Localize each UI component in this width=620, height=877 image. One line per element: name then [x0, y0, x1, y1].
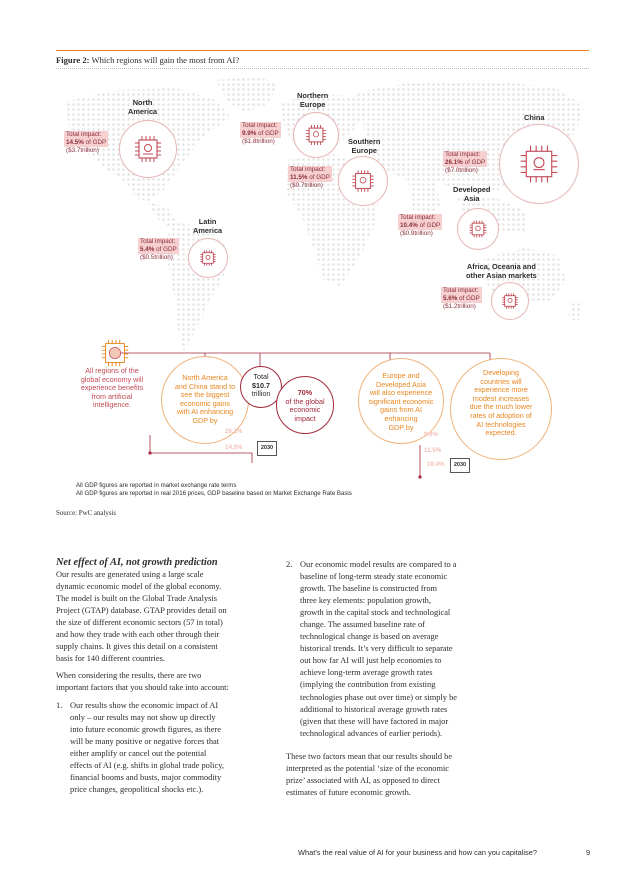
- text-line: historical trends. It’s very difficult to separate: [300, 644, 453, 654]
- impact-value: ($0.7trillion): [290, 182, 323, 189]
- region-name-line: China: [524, 113, 545, 122]
- text-line: prize’ associated with AI, as opposed to direct: [286, 776, 440, 786]
- impact-label: Total impact:: [140, 238, 176, 245]
- region-name-line: America: [193, 226, 223, 235]
- list-number: 2.: [286, 560, 293, 569]
- text-line: change. The assumed baseline rate of: [300, 620, 425, 630]
- impact-suffix: of GDP: [256, 130, 279, 137]
- text-line: additional to historical average growth rates: [300, 704, 448, 714]
- impact-china: [443, 151, 487, 175]
- calendar-year: 2030: [453, 462, 467, 468]
- impact-suffix: of GDP: [154, 246, 177, 253]
- region-name-line: Europe: [351, 146, 377, 155]
- faded-pct: 26.1%: [225, 428, 243, 435]
- text-line: Total: [253, 372, 269, 381]
- ai-chip-icon: [500, 291, 520, 311]
- text-line: intelligence.: [93, 400, 131, 410]
- text-line: see the biggest: [180, 390, 230, 400]
- region-north-america-name: [128, 98, 157, 116]
- impact-label: Total impact:: [445, 151, 481, 158]
- ai-chip-icon: [349, 167, 377, 195]
- text-line: price changes, geopolitical shocks etc.).: [70, 785, 204, 795]
- ai-chip-icon: [198, 248, 218, 268]
- text-line: basis for 140 different countries.: [56, 654, 165, 664]
- impact-pct: 5.6%: [443, 295, 458, 302]
- text-line: Our economic model results are compared to a: [300, 560, 457, 569]
- impact-pct: 9.9%: [242, 130, 257, 137]
- region-southern-europe-name: [348, 137, 380, 155]
- text-line: estimates of future economic growth.: [286, 788, 411, 798]
- chip-circle: [338, 156, 388, 206]
- ai-chip-icon: [515, 140, 563, 188]
- impact-africa-oceania: [441, 287, 482, 311]
- region-latin-america-name: [193, 217, 222, 235]
- calendar-icon: [450, 458, 470, 473]
- impact-pct: 26.1%: [445, 159, 463, 166]
- text-line: GDP by: [388, 422, 414, 432]
- impact-developed-asia: [398, 214, 442, 238]
- text-line: and how they trade with each other through their: [56, 630, 220, 640]
- region-name-line: other Asian markets: [466, 271, 537, 280]
- text-line: Developing: [483, 368, 519, 377]
- text-line: due the much lower: [469, 402, 533, 412]
- paragraph-factors: [56, 670, 276, 694]
- text-line: growth. The baseline is constructed from: [300, 584, 438, 594]
- text-line: expected.: [485, 428, 517, 438]
- total-value: $10.7: [252, 380, 270, 390]
- chip-circle: [293, 112, 339, 158]
- impact-southern-europe: [288, 166, 332, 190]
- text-line: (implying the contribution from existing: [300, 680, 436, 690]
- region-name-line: Asia: [463, 194, 480, 203]
- impact-label: Total impact:: [400, 214, 436, 221]
- text-line: will be many positive or negative forces that: [70, 737, 220, 747]
- text-line: When considering the results, there are two: [56, 671, 202, 680]
- text-line: countries will: [480, 376, 522, 386]
- text-line: The model is built on the Global Trade Analysis: [56, 594, 217, 604]
- text-line: either amplify or cancel out the potential: [70, 749, 207, 759]
- text-line: and China stand to: [174, 381, 236, 391]
- text-line: from artificial: [91, 391, 133, 401]
- text-line: Our results are generated using a large scale: [56, 570, 204, 579]
- chip-circle: [491, 282, 529, 320]
- figure-label: Figure 2:: [56, 55, 90, 65]
- region-name-line: Latin: [198, 217, 217, 226]
- region-africa-oceania-name: [466, 262, 537, 280]
- text-line: North America: [182, 373, 228, 382]
- text-line: trillion: [251, 389, 271, 399]
- region-name-line: Developed: [453, 185, 491, 194]
- text-line: AI technologies: [476, 419, 526, 429]
- text-line: the size of different economic sectors (57 in total): [56, 618, 223, 628]
- impact-label: Total impact:: [443, 287, 479, 294]
- text-line: with AI enhancing: [176, 407, 234, 417]
- text-line: experience more: [474, 385, 528, 395]
- region-name-line: America: [128, 107, 158, 116]
- top-rule: [56, 50, 589, 51]
- text-line: Our results show the economic impact of AI: [70, 701, 219, 710]
- impact-suffix: of GDP: [462, 159, 486, 166]
- impact-value: ($1.2trillion): [443, 303, 476, 310]
- text-line: impact: [294, 413, 316, 423]
- text-line: growth in the capital stock and technological: [300, 608, 451, 618]
- faded-pct: 11.5%: [424, 447, 442, 454]
- text-line: technological change is based on average: [300, 632, 439, 642]
- region-china-name: [524, 113, 545, 122]
- chip-circle: [457, 208, 499, 250]
- region-developed-asia-name: [453, 185, 490, 203]
- pct70-value: 70%: [297, 388, 313, 397]
- text-line: Developed Asia: [376, 379, 426, 389]
- impact-value: ($0.5trillion): [140, 254, 173, 261]
- impact-suffix: of GDP: [307, 174, 330, 181]
- pct70-text: [276, 389, 334, 423]
- source-note: Source: PwC analysis: [56, 510, 117, 517]
- impact-value: ($0.9trillion): [400, 230, 433, 237]
- text-line: will also experience: [369, 388, 433, 398]
- calendar-year: 2030: [260, 445, 274, 451]
- text-line: technologies phase out over time) or simply be: [300, 692, 457, 702]
- text-line: only – our results may not show up directly: [70, 713, 216, 723]
- text-line: economic gains: [180, 398, 230, 408]
- faded-pct: 14.5%: [225, 444, 243, 451]
- impact-suffix: of GDP: [457, 295, 480, 302]
- text-line: into future economic growth figures, as there: [70, 725, 221, 735]
- text-line: achieve long-term average growth rates: [300, 668, 433, 678]
- impact-northern-europe: [240, 122, 281, 146]
- text-line: These two factors mean that our results should be: [286, 752, 453, 761]
- region-name-line: North: [132, 98, 153, 107]
- impact-pct: 11.5%: [290, 174, 308, 181]
- impact-pct: 14.5%: [66, 139, 84, 146]
- figure-note: All GDP figures are reported in real 2016 prices, GDP baseline based on Market Exchange Rate Basis: [76, 490, 352, 497]
- footer-text: What’s the real value of AI for your business and how can you capitalise?: [298, 848, 537, 857]
- impact-label: Total impact:: [290, 166, 326, 173]
- na-china-text: [163, 374, 247, 426]
- figure-title: [56, 55, 239, 65]
- text-line: three key elements: population growth,: [300, 596, 431, 606]
- ai-chip-icon: [131, 132, 165, 166]
- faded-pct: 9.9%: [424, 431, 439, 438]
- region-name-line: Southern: [348, 137, 381, 146]
- text-line: dynamic economic model of the global economy.: [56, 582, 222, 592]
- chip-circle: [499, 124, 579, 204]
- impact-suffix: of GDP: [83, 139, 107, 146]
- impact-label: Total impact:: [66, 131, 102, 138]
- text-line: modest increases: [472, 393, 530, 403]
- paragraph-conclusion: [286, 751, 516, 799]
- ai-chip-icon: [467, 218, 489, 240]
- text-line: baseline of long-term steady state economic: [300, 572, 448, 582]
- text-line: effects of AI (e.g. shifts in global trade policy,: [70, 761, 224, 771]
- impact-north-america: [64, 131, 108, 155]
- text-line: technological advances of earlier periods).: [300, 728, 443, 738]
- text-line: (given that these will have factored in major: [300, 716, 449, 726]
- text-line: supply chains. It gives this detail on a consistent: [56, 642, 218, 652]
- list-item-2: [286, 559, 516, 740]
- region-name-line: Africa, Oceania and: [466, 262, 536, 271]
- chip-circle: [188, 238, 228, 278]
- impact-pct: 5.4%: [140, 246, 155, 253]
- text-line: gains from AI: [380, 405, 422, 415]
- impact-value: ($7.0trillion): [445, 167, 478, 174]
- paragraph-model: [56, 569, 276, 665]
- text-line: enhancing: [384, 413, 418, 423]
- text-line: GDP by: [192, 415, 218, 425]
- text-line: of the global: [285, 396, 325, 406]
- text-line: All regions of the: [85, 366, 139, 375]
- globe-chip-icon: [99, 337, 131, 369]
- text-line: rates of adoption of: [470, 410, 532, 420]
- region-northern-europe-name: [297, 91, 328, 109]
- europe-asia-text: [356, 372, 446, 432]
- region-name-line: Northern: [297, 91, 329, 100]
- figure-title-text: Which regions will gain the most from AI?: [91, 55, 240, 65]
- ai-chip-icon: [303, 122, 329, 148]
- text-line: financial booms and busts, major commodity: [70, 773, 222, 783]
- text-line: interpreted as the potential ‘size of the economic: [286, 764, 450, 774]
- text-line: important factors that you should take into account:: [56, 683, 229, 693]
- text-line: Europe and: [382, 371, 420, 380]
- text-line: experience benefits: [80, 383, 144, 393]
- text-line: global economy will: [80, 374, 144, 384]
- text-line: significant economic: [368, 396, 434, 406]
- list-number: 1.: [56, 701, 63, 710]
- text-line: economic: [289, 405, 321, 415]
- dotted-rule: [56, 68, 589, 69]
- text-line: out how far AI will just help economies to: [300, 656, 442, 666]
- chip-circle: [119, 120, 177, 178]
- impact-value: ($1.8trillion): [242, 138, 275, 145]
- impact-pct: 10.4%: [400, 222, 418, 229]
- impact-label: Total impact:: [242, 122, 278, 129]
- figure-note: All GDP figures are reported in market exchange rate terms: [76, 482, 237, 489]
- developing-text: [451, 369, 551, 438]
- calendar-icon: [257, 441, 277, 456]
- all-regions-text: [62, 367, 162, 410]
- impact-value: ($3.7trillion): [66, 147, 99, 154]
- page-number: 9: [586, 848, 591, 857]
- text-line: Project (GTAP) database. GTAP provides detail on: [56, 606, 227, 616]
- impact-latin-america: [138, 238, 179, 262]
- region-name-line: Europe: [299, 100, 326, 109]
- impact-suffix: of GDP: [417, 222, 441, 229]
- faded-pct: 10.4%: [427, 461, 445, 468]
- list-item-1: [56, 700, 276, 796]
- section-heading: Net effect of AI, not growth prediction: [56, 557, 218, 568]
